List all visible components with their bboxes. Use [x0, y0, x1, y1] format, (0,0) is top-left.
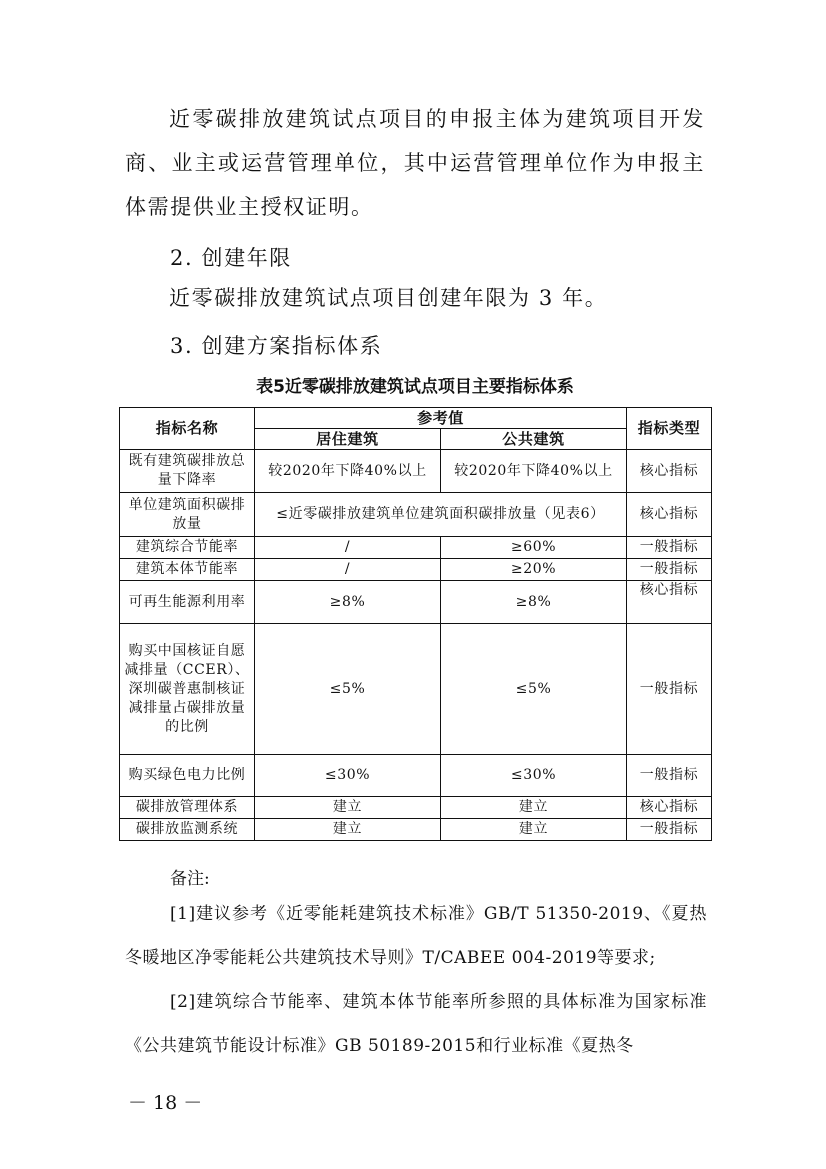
- row-type: 核心指标: [627, 581, 712, 624]
- row-public: ≥8%: [441, 581, 627, 624]
- row-name: 单位建筑面积碳排放量: [120, 493, 255, 537]
- row-public: 建立: [441, 797, 627, 819]
- row-residential: ≤5%: [255, 624, 441, 755]
- row-name: 既有建筑碳排放总量下降率: [120, 450, 255, 493]
- row-residential: /: [255, 559, 441, 581]
- header-indicator-name: 指标名称: [120, 408, 255, 450]
- table-row: [120, 755, 712, 797]
- row-name: 建筑本体节能率: [120, 559, 255, 581]
- table-row: [120, 819, 712, 841]
- table-row: [120, 537, 712, 559]
- row-type: 一般指标: [627, 537, 712, 559]
- header-residential: 居住建筑: [255, 429, 441, 450]
- row-residential: ≤30%: [255, 755, 441, 797]
- row-type: 核心指标: [627, 493, 712, 537]
- table-row: [120, 581, 712, 624]
- row-type: 核心指标: [627, 450, 712, 493]
- row-name: 建筑综合节能率: [120, 537, 255, 559]
- section-2-heading: 2. 创建年限: [170, 246, 292, 270]
- header-reference-value: 参考值: [255, 408, 627, 429]
- row-residential: ≥8%: [255, 581, 441, 624]
- row-type: 一般指标: [627, 624, 712, 755]
- row-residential: 较2020年下降40%以上: [255, 450, 441, 493]
- section-2-text: 近零碳排放建筑试点项目创建年限为 3 年。: [169, 286, 608, 310]
- page-number: － 18 －: [128, 1092, 203, 1114]
- note-item-1: [1]建议参考《近零能耗建筑技术标准》GB/T 51350-2019、《夏热冬暖地区净零能耗公共建筑技术导则》T/CABEE 004-2019等要求;: [125, 904, 707, 968]
- intro-paragraph: 近零碳排放建筑试点项目的申报主体为建筑项目开发商、业主或运营管理单位，其中运营管理单位作为申报主体需提供业主授权证明。: [125, 107, 705, 219]
- row-residential: /: [255, 537, 441, 559]
- row-name: 碳排放管理体系: [120, 797, 255, 819]
- row-type: 一般指标: [627, 559, 712, 581]
- row-name: 碳排放监测系统: [120, 819, 255, 841]
- row-name: 购买中国核证自愿减排量（CCER）、深圳碳普惠制核证减排量占碳排放量的比例: [120, 624, 255, 755]
- row-public: 建立: [441, 819, 627, 841]
- table-row: [120, 450, 712, 493]
- indicator-table: [119, 407, 712, 841]
- table-row: [120, 559, 712, 581]
- row-type: 一般指标: [627, 819, 712, 841]
- row-residential: 建立: [255, 797, 441, 819]
- table-caption: 表5近零碳排放建筑试点项目主要指标体系: [256, 377, 574, 397]
- row-type: 核心指标: [627, 797, 712, 819]
- header-public: 公共建筑: [441, 429, 627, 450]
- section-3-heading: 3. 创建方案指标体系: [170, 334, 383, 358]
- row-public: ≤30%: [441, 755, 627, 797]
- row-residential: 建立: [255, 819, 441, 841]
- table-row: [120, 624, 712, 755]
- row-name: 购买绿色电力比例: [120, 755, 255, 797]
- note-item-2: [2]建筑综合节能率、建筑本体节能率所参照的具体标准为国家标准《公共建筑节能设计标准》GB 50189-2015和行业标准《夏热冬: [125, 992, 707, 1056]
- header-indicator-type: 指标类型: [627, 408, 712, 450]
- row-public: ≤5%: [441, 624, 627, 755]
- row-type: 一般指标: [627, 755, 712, 797]
- row-merged-value: ≤近零碳排放建筑单位建筑面积碳排放量（见表6）: [255, 493, 627, 537]
- table-row: [120, 493, 712, 537]
- row-name: 可再生能源利用率: [120, 581, 255, 624]
- row-public: ≥60%: [441, 537, 627, 559]
- row-public: 较2020年下降40%以上: [441, 450, 627, 493]
- table-row: [120, 797, 712, 819]
- table-header-row: [120, 408, 712, 429]
- row-public: ≥20%: [441, 559, 627, 581]
- notes-label: 备注:: [170, 869, 210, 889]
